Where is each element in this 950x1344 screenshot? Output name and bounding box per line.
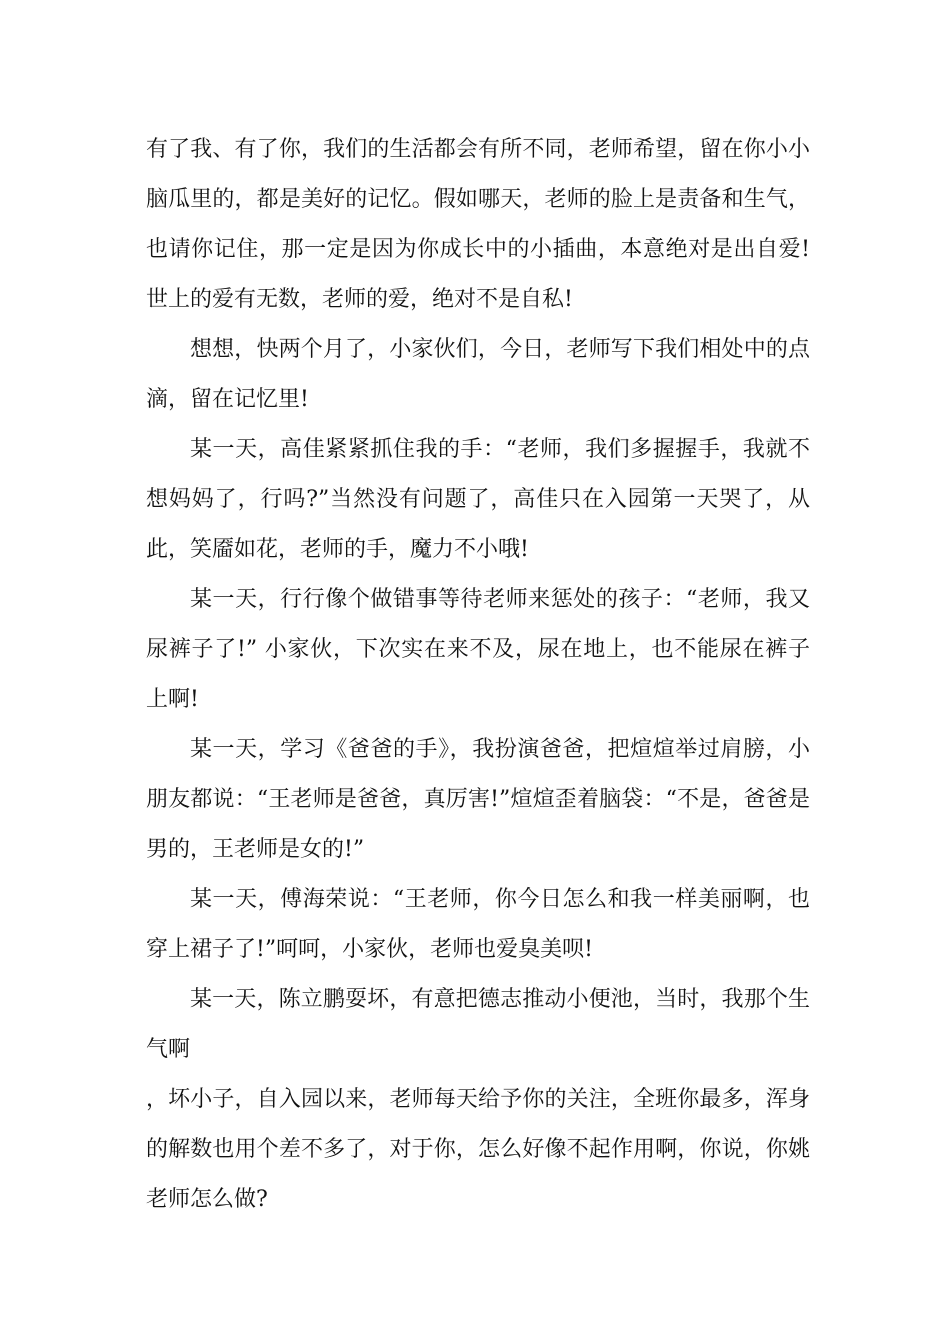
paragraph-intro: 有了我、有了你，我们的生活都会有所不同，老师希望，留在你小小脑瓜里的，都是美好的记忆。假如哪天，老师的脸上是责备和生气，也请你记住，那一定是因为你成长中的小插曲，本意绝对是出自爱!世上的爱有无数，老师的爱，绝对不是自私! bbox=[146, 137, 810, 312]
paragraph-fuhairong: 某一天，傅海荣说：“王老师，你今日怎么和我一样美丽啊，也穿上裙子了!”呵呵，小家伙，老师也爱臭美呗! bbox=[146, 887, 810, 962]
paragraph-chenlipeng: 某一天，陈立鹏耍坏，有意把德志推动小便池，当时，我那个生气啊 bbox=[146, 987, 810, 1062]
paragraph-xingxing: 某一天，行行像个做错事等待老师来惩处的孩子：“老师，我又尿裤子了!” 小家伙，下次实在来不及，尿在地上，也不能尿在裤子上啊! bbox=[146, 587, 810, 712]
paragraph-gaojia: 某一天，高佳紧紧抓住我的手：“老师，我们多握握手，我就不想妈妈了，行吗?”当然没有问题了，高佳只在入园第一天哭了，从此，笑靥如花，老师的手，魔力不小哦! bbox=[146, 437, 810, 562]
paragraph-reflection: 想想，快两个月了，小家伙们，今日，老师写下我们相处中的点滴，留在记忆里! bbox=[146, 337, 810, 412]
paragraph-continuation: ，坏小子，自入园以来，老师每天给予你的关注，全班你最多，浑身的解数也用个差不多了，对于你，怎么好像不起作用啊，你说，你姚老师怎么做? bbox=[146, 1087, 810, 1212]
paragraph-xuanxuan: 某一天，学习《爸爸的手》，我扮演爸爸，把煊煊举过肩膀，小朋友都说：“王老师是爸爸，真厉害!”煊煊歪着脑袋：“不是，爸爸是男的，王老师是女的!” bbox=[146, 737, 810, 862]
document-body bbox=[146, 125, 810, 1225]
